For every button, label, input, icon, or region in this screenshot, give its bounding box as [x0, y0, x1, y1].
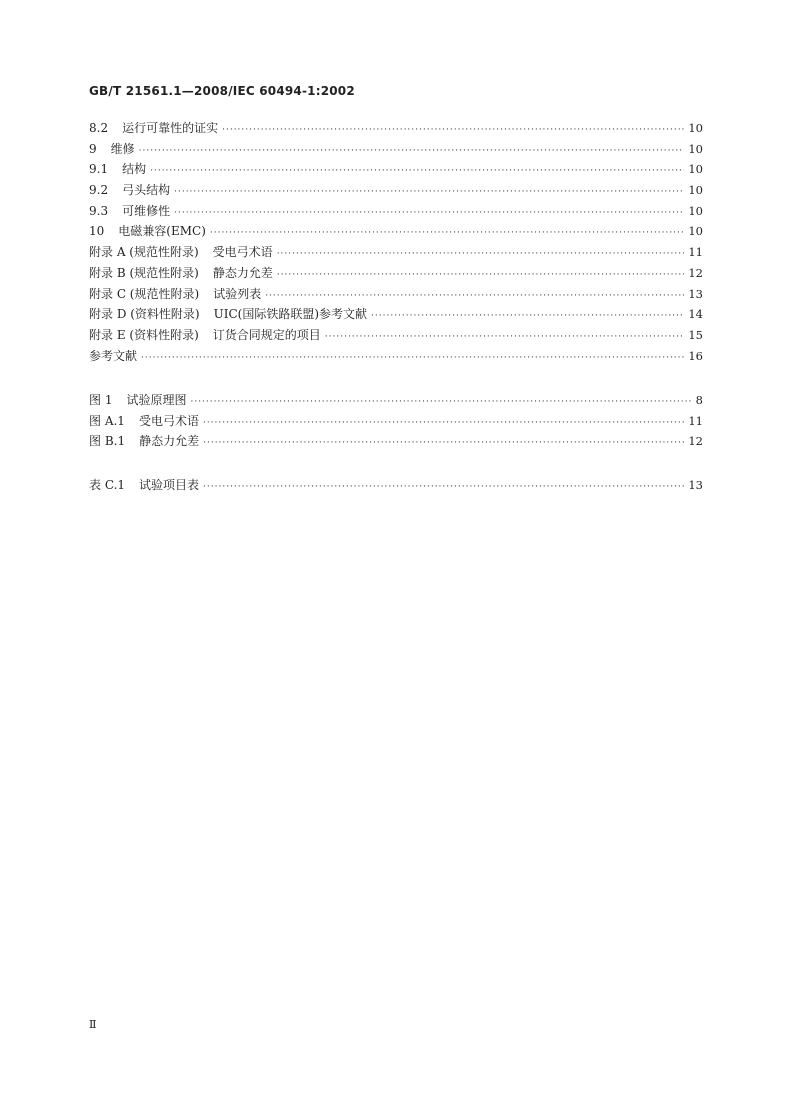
entry-title: 参考文献 [89, 348, 138, 363]
entry-number: 附录 A (规范性附录) [89, 245, 199, 260]
entry-title: 运行可靠性的证实 [122, 121, 219, 135]
entry-page: 14 [688, 307, 703, 322]
toc-entry[interactable] [89, 139, 703, 160]
dot-leader [203, 433, 684, 454]
entry-title: UIC(国际铁路联盟)参考文献 [213, 307, 368, 322]
entry-title: 维修 [110, 141, 135, 156]
entry-number: 9 [89, 141, 97, 156]
entry-number: 附录 E (资料性附录) [89, 327, 199, 342]
entry-title: 订货合同规定的项目 [212, 327, 321, 342]
dot-leader [174, 182, 684, 203]
page-number: Ⅱ [89, 1018, 97, 1031]
entry-title: 静态力允差 [212, 265, 273, 280]
toc-tables [89, 475, 703, 496]
entry-title: 试验项目表 [139, 478, 200, 492]
toc-entry[interactable] [89, 159, 703, 180]
entry-page: 11 [688, 413, 703, 428]
toc-entry[interactable] [89, 221, 703, 242]
toc-entry[interactable] [89, 118, 703, 139]
toc-entry[interactable] [89, 242, 703, 263]
entry-page: 10 [688, 203, 703, 218]
entry-number: 附录 C (规范性附录) [89, 286, 200, 301]
entry-number: 10 [89, 224, 105, 239]
dot-leader [277, 265, 685, 286]
toc-entry[interactable] [89, 346, 703, 367]
toc-entry[interactable] [89, 180, 703, 201]
toc-figures [89, 390, 703, 452]
entry-page: 10 [688, 141, 703, 156]
entry-page: 10 [688, 183, 703, 198]
entry-number: 图 A.1 [89, 413, 125, 428]
entry-title: 受电弓术语 [212, 245, 273, 260]
entry-page: 10 [688, 121, 703, 135]
entry-page: 15 [688, 327, 703, 342]
entry-number: 8.2 [89, 121, 109, 135]
dot-leader [265, 286, 684, 307]
entry-page: 11 [688, 245, 703, 260]
entry-title: 静态力允差 [139, 434, 200, 449]
entry-title: 试验列表 [213, 286, 262, 301]
entry-title: 电磁兼容(EMC) [118, 224, 206, 239]
dot-leader [325, 327, 685, 348]
entry-page: 13 [688, 478, 703, 492]
entry-number: 9.1 [89, 162, 109, 177]
dot-leader [222, 120, 684, 141]
toc-entry[interactable] [89, 431, 703, 452]
entry-title: 结构 [122, 162, 147, 177]
dot-leader [203, 477, 684, 498]
entry-number: 图 B.1 [89, 434, 126, 449]
toc-entry[interactable] [89, 304, 703, 325]
entry-number: 图 1 [89, 393, 113, 407]
standard-header: GB/T 21561.1—2008/IEC 60494-1:2002 [89, 84, 355, 98]
entry-page: 16 [688, 348, 703, 363]
entry-title: 弓头结构 [122, 183, 171, 198]
entry-page: 12 [688, 265, 703, 280]
toc-entry[interactable] [89, 263, 703, 284]
entry-page: 8 [695, 393, 703, 407]
entry-page: 12 [688, 434, 703, 449]
entry-title: 受电弓术语 [138, 413, 199, 428]
dot-leader [210, 223, 684, 244]
toc-entry[interactable] [89, 475, 703, 496]
entry-number: 附录 B (规范性附录) [89, 265, 199, 280]
dot-leader [141, 348, 684, 369]
entry-page: 10 [688, 224, 703, 239]
entry-page: 10 [688, 162, 703, 177]
toc-sections [89, 118, 703, 366]
entry-title: 可维修性 [122, 203, 171, 218]
dot-leader [371, 306, 684, 327]
toc-entry[interactable] [89, 284, 703, 305]
toc-entry[interactable] [89, 390, 703, 411]
toc-entry[interactable] [89, 201, 703, 222]
entry-number: 表 C.1 [89, 478, 126, 492]
entry-title: 试验原理图 [126, 393, 187, 407]
dot-leader [190, 392, 691, 413]
entry-number: 9.3 [89, 203, 109, 218]
entry-number: 9.2 [89, 183, 109, 198]
entry-number: 附录 D (资料性附录) [89, 307, 200, 322]
entry-page: 13 [688, 286, 703, 301]
toc-entry[interactable] [89, 411, 703, 432]
dot-leader [139, 141, 685, 162]
toc-entry[interactable] [89, 325, 703, 346]
dot-leader [277, 244, 685, 265]
dot-leader [174, 203, 684, 224]
dot-leader [150, 161, 684, 182]
dot-leader [203, 413, 684, 434]
